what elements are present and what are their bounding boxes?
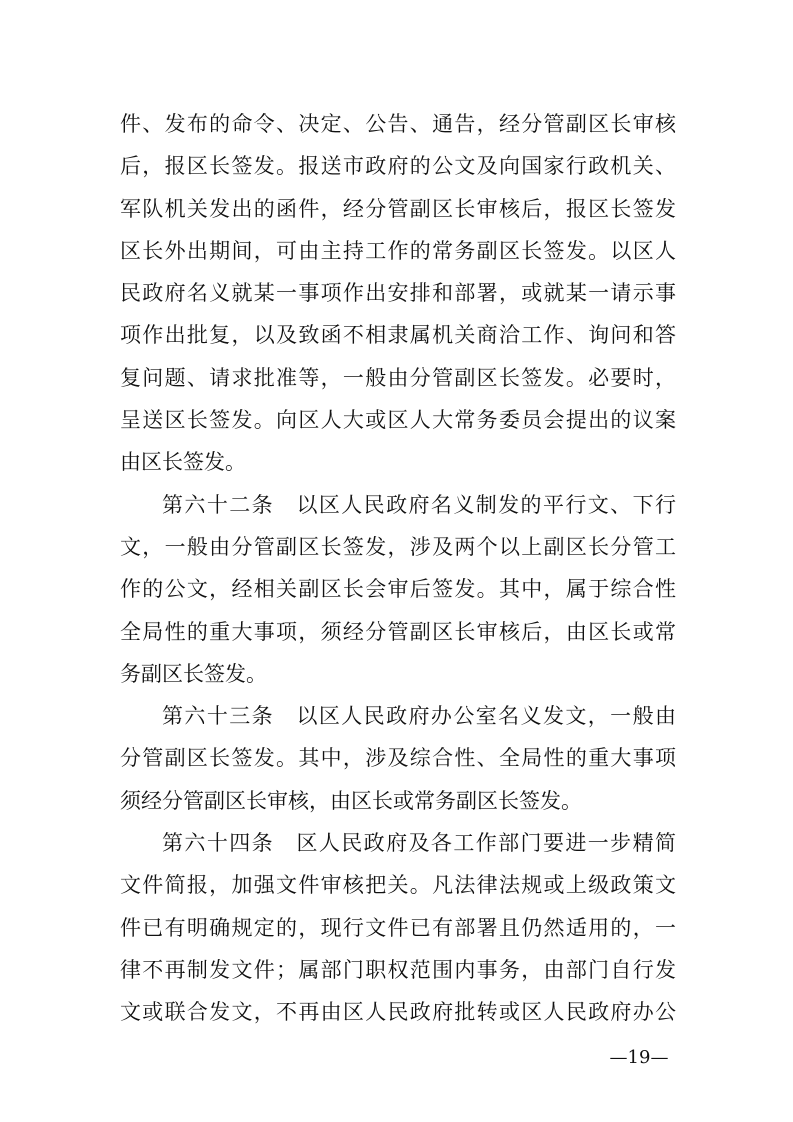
text-line: 文，一般由分管副区长签发，涉及两个以上副区长分管工 <box>120 534 676 559</box>
text-line: 第六十三条 以区人民政府办公室名义发文，一般由 <box>162 704 676 729</box>
text-line: 呈送区长签发。向区人大或区人大常务委员会提出的议案 <box>120 408 676 433</box>
text-line: 件已有明确规定的，现行文件已有部署且仍然适用的，一 <box>120 915 676 940</box>
text-line: 全局性的重大事项，须经分管副区长审核后，由区长或常 <box>120 619 676 644</box>
text-line: 件、发布的命令、决定、公告、通告，经分管副区长审核 <box>120 112 676 136</box>
text-line: 须经分管副区长审核，由区长或常务副区长签发。 <box>120 788 582 813</box>
text-line: 区长外出期间，可由主持工作的常务副区长签发。以区人 <box>120 238 676 263</box>
text-line: 项作出批复，以及致函不相隶属机关商洽工作、询问和答 <box>120 323 676 348</box>
text-line: 复问题、请求批准等，一般由分管副区长签发。必要时， <box>120 365 676 390</box>
text-line: 由区长签发。 <box>120 450 246 475</box>
text-line: 务副区长签发。 <box>120 661 267 686</box>
text-line: 第六十二条 以区人民政府名义制发的平行文、下行 <box>162 492 676 517</box>
text-line: 作的公文，经相关副区长会审后签发。其中，属于综合性 <box>120 577 676 602</box>
paragraph-article-63 <box>120 695 676 822</box>
paragraph-article-62 <box>120 484 676 695</box>
paragraph-article-64 <box>120 822 676 1033</box>
body-text <box>120 103 676 1034</box>
page-number: —19— <box>609 1047 669 1068</box>
text-line: 军队机关发出的函件，经分管副区长审核后，报区长签发 <box>120 196 676 221</box>
text-line: 后，报区长签发。报送市政府的公文及向国家行政机关、 <box>120 154 676 179</box>
text-line: 分管副区长签发。其中，涉及综合性、全局性的重大事项 <box>120 746 676 771</box>
text-line: 文件简报，加强文件审核把关。凡法律法规或上级政策文 <box>120 873 676 898</box>
text-line: 第六十四条 区人民政府及各工作部门要进一步精简 <box>162 831 676 856</box>
text-line: 民政府名义就某一事项作出安排和部署，或就某一请示事 <box>120 281 676 306</box>
paragraph-article-61-continued <box>120 103 676 484</box>
text-line: 律不再制发文件；属部门职权范围内事务，由部门自行发 <box>120 957 676 982</box>
text-line: 文或联合发文，不再由区人民政府批转或区人民政府办公 <box>120 1000 676 1025</box>
